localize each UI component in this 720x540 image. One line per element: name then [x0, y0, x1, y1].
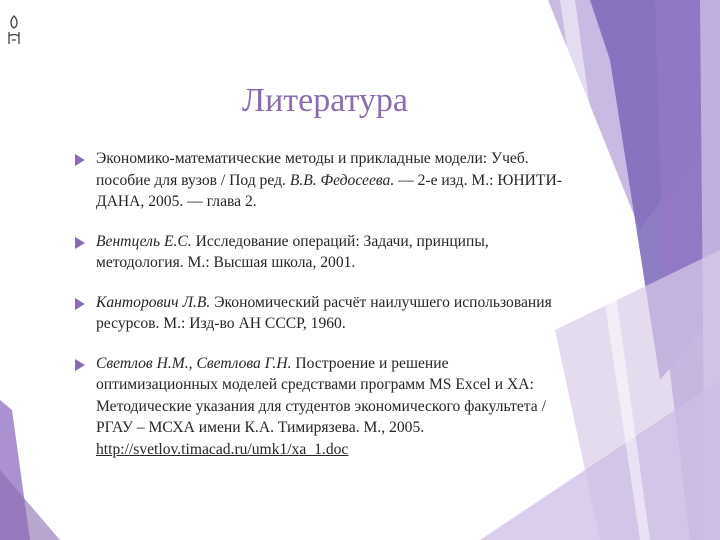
- triangle-bullet-icon: [75, 298, 85, 310]
- reference-text: — 2-е изд. М.: ЮНИТИ-ДАНА, 2005. — глава 2.: [96, 171, 562, 210]
- list-item: [72, 353, 570, 461]
- reference-text: Исследование операций: Задачи, принципы, методология. М.: Высшая школа, 2001.: [96, 232, 489, 271]
- triangle-bullet-icon: [75, 237, 85, 249]
- list-item: [72, 292, 570, 335]
- slide-title: Литература: [242, 82, 408, 119]
- hieroglyph-logo-icon: [6, 14, 22, 46]
- reference-link[interactable]: http://svetlov.timacad.ru/umk1/xa_1.doc: [96, 440, 349, 458]
- list-item: [72, 148, 570, 213]
- reference-author: Светлов Н.М., Светлова Г.Н.: [96, 354, 292, 372]
- deco-facet: [0, 470, 60, 540]
- triangle-bullet-icon: [75, 359, 85, 371]
- reference-list: [72, 148, 570, 460]
- reference-editor: В.В. Федосеева.: [289, 171, 395, 189]
- reference-text: Экономико-математические методы и прикладные модели: Учеб. пособие для вузов / Под ред.: [96, 150, 529, 189]
- reference-text: Построение и решение оптимизационных моделей средствами программ MS Excel и XA: Методические указания для студентов экономического факультета / РГАУ – МСХА имени К.А. Тимирязева. М., 2005.: [96, 354, 546, 436]
- triangle-bullet-icon: [75, 154, 85, 166]
- list-item: [72, 231, 570, 274]
- reference-text: Экономический расчёт наилучшего использования ресурсов. М.: Изд-во АН СССР, 1960.: [96, 293, 552, 332]
- reference-author: Канторович Л.В.: [96, 293, 211, 311]
- reference-author: Вентцель Е.С.: [96, 232, 192, 250]
